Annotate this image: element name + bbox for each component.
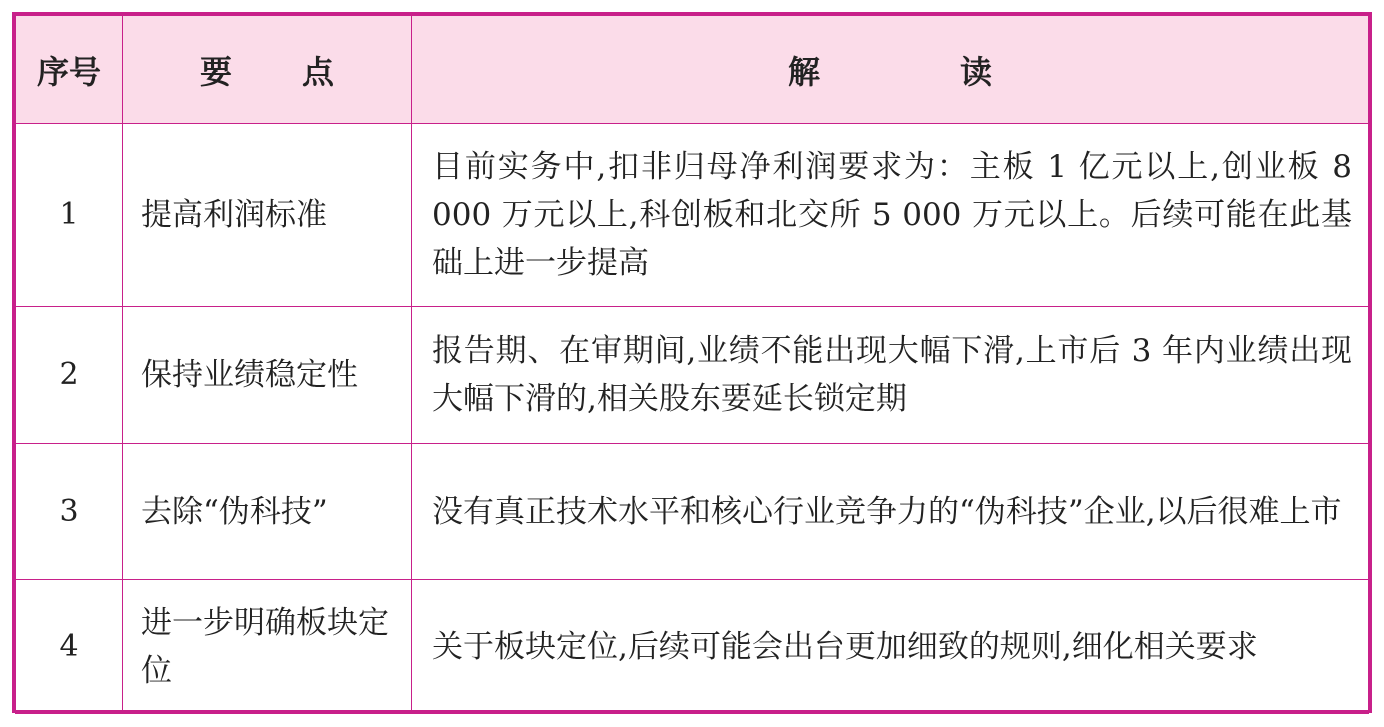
row-key-point: 去除“伪科技” [123,444,412,580]
table-row [16,444,1369,580]
row-interpretation: 关于板块定位,后续可能会出台更加细致的规则,细化相关要求 [412,580,1369,714]
requirements-table [15,15,1369,714]
row-number: 4 [16,580,123,714]
header-row [16,16,1369,124]
header-key-point [123,16,412,124]
row-key-point: 提高利润标准 [123,124,412,307]
row-key-point: 保持业绩稳定性 [123,307,412,444]
header-key-point-char-2: 点 [302,52,335,91]
row-number: 3 [16,444,123,580]
row-key-point: 进一步明确板块定位 [123,580,412,714]
table-body [16,124,1369,714]
header-interpretation-char-1: 解 [787,52,820,91]
row-interpretation: 没有真正技术水平和核心行业竞争力的“伪科技”企业,以后很难上市 [412,444,1369,580]
table-row [16,580,1369,714]
table-header [16,16,1369,124]
row-number: 2 [16,307,123,444]
requirements-table-container [12,12,1372,713]
table-row [16,124,1369,307]
header-interpretation [412,16,1369,124]
header-interpretation-char-2: 读 [960,52,993,91]
row-interpretation: 报告期、在审期间,业绩不能出现大幅下滑,上市后 3 年内业绩出现大幅下滑的,相关股东要延长锁定期 [412,307,1369,444]
row-interpretation: 目前实务中,扣非归母净利润要求为：主板 1 亿元以上,创业板 8 000 万元以上,科创板和北交所 5 000 万元以上。后续可能在此基础上进一步提高 [412,124,1369,307]
row-number: 1 [16,124,123,307]
table-row [16,307,1369,444]
header-serial-number [16,16,123,124]
header-serial-number-label: 序号 [36,52,101,91]
header-key-point-char-1: 要 [199,52,232,91]
